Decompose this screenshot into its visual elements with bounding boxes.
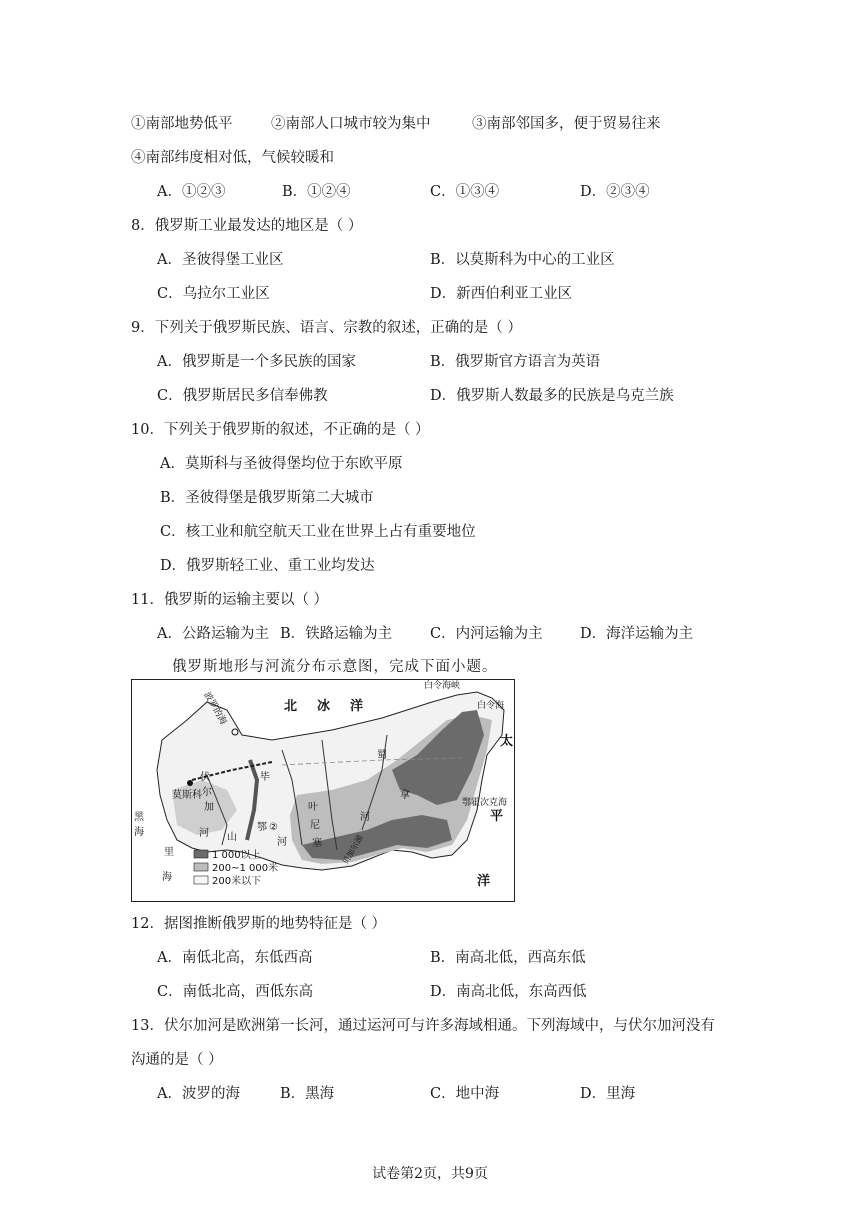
label-circle2: ② <box>269 822 278 833</box>
legend-swatch-high <box>194 850 208 858</box>
label-north-ocean-3: 洋 <box>350 699 364 714</box>
q11-stem: 11．俄罗斯的运输主要以（ ） <box>131 592 329 608</box>
map-svg <box>132 680 514 901</box>
q8-option-c: C．乌拉尔工业区 <box>157 286 270 302</box>
q7-statement-2: ②南部人口城市较为集中 <box>271 116 431 132</box>
q13-stem-line2: 沟通的是（ ） <box>131 1052 223 1068</box>
q12-option-a: A．南低北高，东低西高 <box>157 950 313 966</box>
q11-option-d: D．海洋运输为主 <box>580 626 694 642</box>
label-black-sea: 黑 <box>134 812 144 823</box>
legend-swatch-low <box>194 876 208 884</box>
q8-option-a: A．圣彼得堡工业区 <box>157 252 284 268</box>
q10-stem: 10．下列关于俄罗斯的叙述，不正确的是（ ） <box>131 422 430 438</box>
legend-label-mid: 200~1 000米 <box>212 863 279 874</box>
label-yang: 洋 <box>477 874 491 889</box>
q13-option-c: C．地中海 <box>430 1086 500 1102</box>
label-north-ocean-2: 冰 <box>317 699 331 714</box>
q11-option-c: C．内河运输为主 <box>430 626 543 642</box>
label-mid-he: 河 <box>360 812 370 823</box>
q9-option-a: A．俄罗斯是一个多民族的国家 <box>157 354 356 370</box>
label-caspian: 里 <box>164 847 174 858</box>
q12-option-b: B．南高北低，西高东低 <box>430 950 586 966</box>
label-black-sea-2: 海 <box>134 827 144 838</box>
label-he: 河 <box>199 828 209 839</box>
q13-option-b: B．黑海 <box>280 1086 335 1102</box>
q12-option-d: D．南高北低，东高西低 <box>430 984 587 1000</box>
russia-terrain-map <box>131 679 515 902</box>
q7-option-b: B．①②④ <box>282 184 351 200</box>
q12-stem: 12．据图推断俄罗斯的地势特征是（ ） <box>131 916 387 932</box>
label-fu: 伏 <box>200 772 210 783</box>
q10-option-d: D．俄罗斯轻工业、重工业均发达 <box>160 558 375 574</box>
label-ping: 平 <box>490 809 504 824</box>
q9-option-d: D．俄罗斯人数最多的民族是乌克兰族 <box>430 388 674 404</box>
legend-swatch-mid <box>194 863 208 871</box>
label-tai: 太 <box>500 734 514 749</box>
label-er: 尔 <box>202 787 212 798</box>
q7-statement-3: ③南部邻国多，便于贸易往来 <box>472 116 661 132</box>
q10-option-b: B．圣彼得堡是俄罗斯第二大城市 <box>160 490 374 506</box>
q7-option-c: C．①③④ <box>430 184 500 200</box>
q7-option-d: D．②③④ <box>580 184 650 200</box>
page-footer: 试卷第2页，共9页 <box>372 1166 488 1182</box>
label-ural: 山 <box>227 832 237 843</box>
q8-stem: 8．俄罗斯工业最发达的地区是（ ） <box>131 218 363 234</box>
label-shu: 蜀 <box>377 750 387 761</box>
q8-option-d: D．新西伯利亚工业区 <box>430 286 573 302</box>
label-zhong: 河 <box>277 837 287 848</box>
label-caspian-2: 海 <box>162 872 172 883</box>
map-intro: 俄罗斯地形与河流分布示意图，完成下面小题。 <box>172 659 498 675</box>
label-bering-strait: 白令海峡 <box>424 681 461 691</box>
label-na: 拿 <box>400 790 410 801</box>
label-okhotsk: 鄂霍次克海 <box>462 798 508 808</box>
label-ni: 尼 <box>310 820 320 831</box>
label-baikal: 贝加尔湖 <box>340 833 365 866</box>
q9-option-b: B．俄罗斯官方语言为英语 <box>430 354 601 370</box>
label-jia: 加 <box>204 802 214 813</box>
label-north-ocean-1: 北 <box>284 699 298 714</box>
legend-label-low: 200米以下 <box>212 876 262 887</box>
label-e: 鄂 <box>257 822 267 833</box>
q7-statement-4: ④南部纬度相对低，气候较暖和 <box>131 150 334 166</box>
q10-option-c: C．核工业和航空航天工业在世界上占有重要地位 <box>160 524 476 540</box>
legend-label-high: 1 000以上 <box>212 850 261 861</box>
q11-option-a: A．公路运输为主 <box>157 626 269 642</box>
label-baltic: 波罗的海 <box>201 690 229 727</box>
q7-option-a: A．①②③ <box>157 184 226 200</box>
q13-option-d: D．里海 <box>580 1086 636 1102</box>
q8-option-b: B．以莫斯科为中心的工业区 <box>430 252 615 268</box>
moscow-marker <box>187 780 193 786</box>
q10-option-a: A．莫斯科与圣彼得堡均位于东欧平原 <box>160 456 403 472</box>
label-bi: 毕 <box>260 772 270 783</box>
label-bering-sea: 白令海 <box>477 701 505 711</box>
label-moscow: 莫斯科 <box>172 790 202 801</box>
q7-statement-1: ①南部地势低平 <box>131 116 233 132</box>
q12-option-c: C．南低北高，西低东高 <box>157 984 314 1000</box>
q13-option-a: A．波罗的海 <box>157 1086 240 1102</box>
q9-option-c: C．俄罗斯居民多信奉佛教 <box>157 388 328 404</box>
q9-stem: 9．下列关于俄罗斯民族、语言、宗教的叙述，正确的是（ ） <box>131 320 522 336</box>
label-sai: 塞 <box>312 838 322 849</box>
q13-stem-line1: 13．伏尔加河是欧洲第一长河，通过运河可与许多海域相通。下列海域中，与伏尔加河没有 <box>131 1018 715 1034</box>
label-ye: 叶 <box>308 802 318 813</box>
q11-option-b: B．铁路运输为主 <box>280 626 393 642</box>
